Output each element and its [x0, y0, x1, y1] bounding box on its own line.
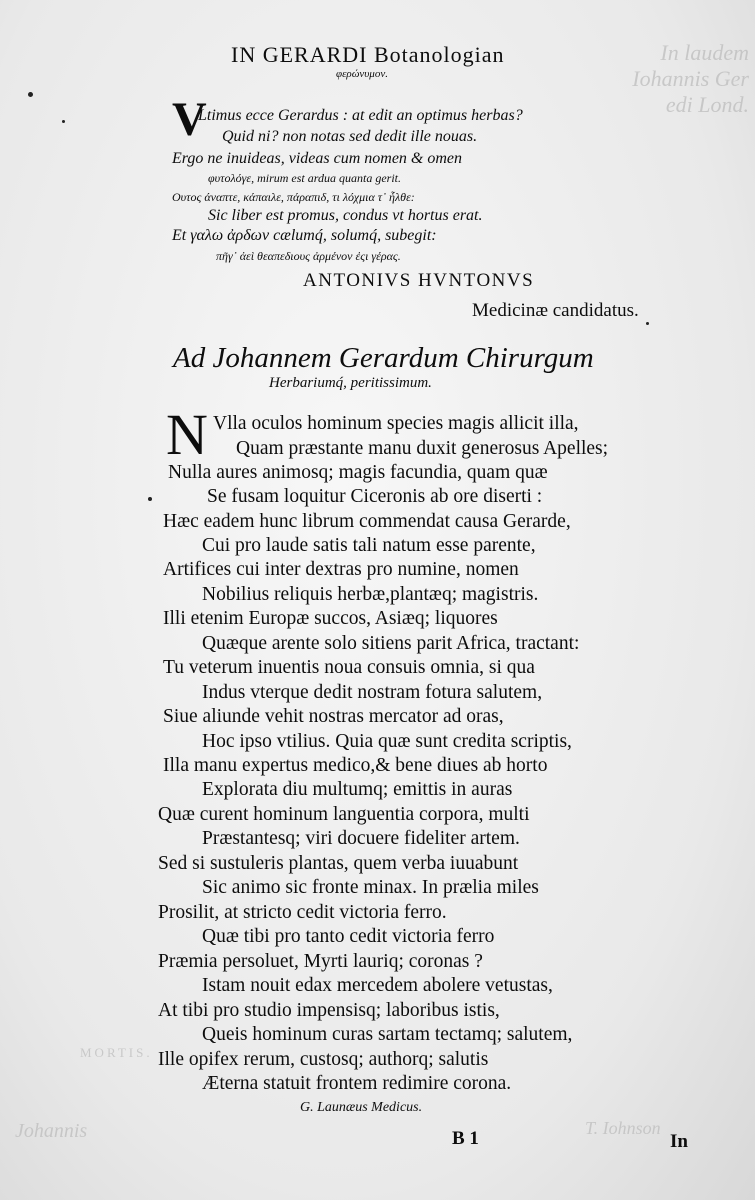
epigram-line: Sic liber est promus, condus vt hortus erat.: [208, 207, 483, 224]
poem-drop-cap: N: [166, 402, 208, 467]
verse-line: Tu veterum inuentis noua consuis omnia, si qua: [163, 657, 535, 678]
epigram-line: φυτολόγε, mirum est ardua quanta gerit.: [208, 171, 401, 185]
verse-line: Quæque arente solo sitiens parit Africa, tractant:: [202, 633, 580, 654]
verse-line: Artifices cui inter dextras pro numine, nomen: [163, 559, 519, 580]
epigram-line: Ουτος άναπτε, κάπαιλε, πάραπιδ, τι λόχμια τ᾽ ἦλθε:: [172, 190, 415, 204]
epigram-line: Et γαλω ἀρδων cælumq́, solumq́, subegit:: [172, 227, 437, 244]
verse-line: Quæ curent hominum languentia corpora, multi: [158, 804, 530, 825]
verse-line: Se fusam loquitur Ciceronis ab ore diserti :: [207, 486, 543, 507]
verse-line: Vlla oculos hominum species magis allicit illa,: [213, 413, 579, 434]
ink-speck: [62, 120, 65, 123]
poem-title: Ad Johannem Gerardum Chirurgum: [173, 342, 594, 374]
ink-speck: [148, 497, 152, 501]
verse-line: Istam nouit edax mercedem abolere vetustas,: [202, 975, 553, 996]
ink-speck: [646, 322, 649, 325]
verse-line: Illi etenim Europæ succos, Asiæq; liquores: [163, 608, 498, 629]
show-through-top-right: In laudem Iohannis Ger edi Lond.: [632, 40, 749, 117]
verse-line: Præmia persoluet, Myrti lauriq; coronas ?: [158, 951, 483, 972]
verse-line: Quam præstante manu duxit generosus Apelles;: [236, 438, 609, 459]
heading-title: IN GERARDI Botanologian: [231, 42, 505, 67]
verse-line: Hoc ipso vtilius. Quia quæ sunt credita scriptis,: [202, 731, 572, 752]
catchword: In: [670, 1131, 688, 1152]
verse-line: Nulla aures animosq; magis facundia, quam quæ: [168, 462, 548, 483]
verse-line: Illa manu expertus medico,& bene diues ab horto: [163, 755, 548, 776]
verse-line: Ille opifex rerum, custosq; authorq; salutis: [158, 1049, 489, 1070]
epigram-line: Quid ni? non notas sed dedit ille nouas.: [222, 128, 478, 145]
poem-author: G. Launæus Medicus.: [300, 1100, 423, 1115]
verse-line: Prosilit, at stricto cedit victoria ferro.: [158, 902, 447, 923]
verse-line: Cui pro laude satis tali natum esse parente,: [202, 535, 536, 556]
epigram-signature: ANTONIVS HVNTONVS: [303, 270, 535, 291]
epigram-line: πῆγ᾽ ἀεὶ θεαπεδιους ἀρμένον ἐςι γέρας.: [216, 249, 401, 263]
page-heading: [231, 42, 505, 80]
epigram-signature-title: Medicinæ candidatus.: [472, 300, 639, 321]
verse-line: Explorata diu multumq; emittis in auras: [202, 779, 513, 800]
show-through-bottom-right: T. Iohnson: [585, 1118, 661, 1138]
verse-line: At tibi pro studio impensisq; laboribus istis,: [158, 1000, 500, 1021]
verse-line: Sic animo sic fronte minax. In prælia miles: [202, 877, 539, 898]
epigram-line: Ltimus ecce Gerardus : at edit an optimus herbas?: [198, 107, 523, 124]
show-through-bottom-left: Johannis: [15, 1120, 88, 1142]
epigram-line: Ergo ne inuideas, videas cum nomen & omen: [172, 150, 463, 167]
signature-mark: B 1: [452, 1128, 479, 1149]
verse-line: Nobilius reliquis herbæ,plantæq; magistris.: [202, 584, 539, 605]
epigram-drop-cap: V: [172, 93, 207, 146]
poem-subtitle: Herbariumq́, peritissimum.: [269, 375, 432, 391]
verse-line: Indus vterque dedit nostram fotura salutem,: [202, 682, 543, 703]
verse-line: Æterna statuit frontem redimire corona.: [202, 1073, 512, 1094]
verse-line: Sed si sustuleris plantas, quem verba iuuabunt: [158, 853, 519, 874]
verse-line: Quæ tibi pro tanto cedit victoria ferro: [202, 926, 495, 947]
heading-greek: φερώνυμον.: [336, 68, 388, 80]
verse-line: Præstantesq; viri docuere fideliter artem.: [202, 828, 520, 849]
verse-line: Queis hominum curas sartam tectamq; salutem,: [202, 1024, 573, 1045]
verse-line: Hæc eadem hunc librum commendat causa Gerarde,: [163, 511, 571, 532]
show-through-middle-left: MORTIS.: [80, 1045, 153, 1060]
ink-speck: [28, 92, 33, 97]
verse-line: Siue aliunde vehit nostras mercator ad oras,: [163, 706, 504, 727]
